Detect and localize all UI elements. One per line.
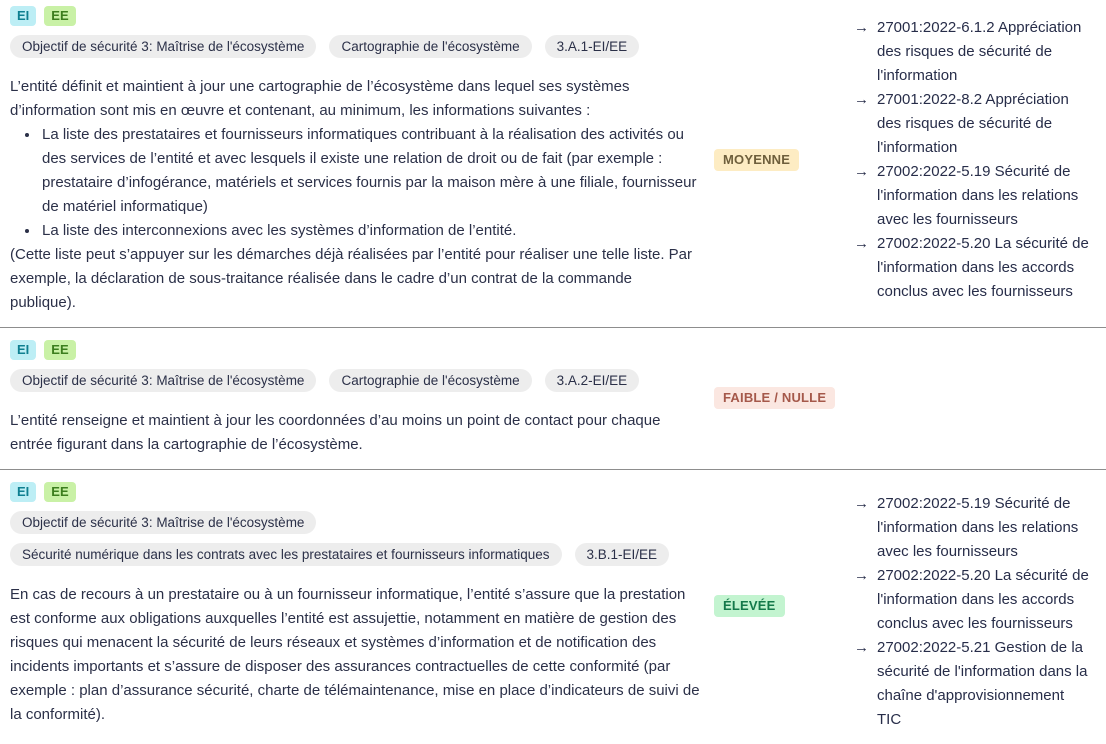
requirement-text — [10, 75, 702, 315]
requirement-row — [0, 0, 1106, 327]
requirement-text — [10, 409, 702, 457]
severity-column — [702, 4, 854, 315]
arrow-right-icon: → — [854, 639, 869, 656]
reference-item — [854, 16, 1092, 88]
tag-row — [10, 35, 702, 58]
reference-item — [854, 492, 1092, 564]
arrow-right-icon: → — [854, 495, 869, 512]
tag-category: Sécurité numérique dans les contrats avec les prestataires et fournisseurs informatiques — [10, 543, 562, 566]
arrow-right-icon: → — [854, 163, 869, 180]
tag-security-objective: Objectif de sécurité 3: Maîtrise de l'écosystème — [10, 511, 316, 534]
reference-label: 27002:2022-5.20 La sécurité de l'information dans les accords conclus avec les fournisseurs — [877, 235, 1089, 300]
tag-category: Cartographie de l'écosystème — [329, 35, 531, 58]
tag-row — [10, 511, 702, 534]
scope-badge-ee: EE — [44, 340, 75, 360]
requirement-row — [0, 469, 1106, 744]
severity-column — [702, 338, 854, 457]
tag-security-objective: Objectif de sécurité 3: Maîtrise de l'écosystème — [10, 35, 316, 58]
tag-category: Cartographie de l'écosystème — [329, 369, 531, 392]
scope-badge-ei: EI — [10, 482, 36, 502]
scope-badges — [10, 482, 702, 502]
tag-row — [10, 369, 702, 392]
references-column — [854, 480, 1096, 732]
reference-item — [854, 160, 1092, 232]
references-column — [854, 338, 1096, 457]
scope-badge-ei: EI — [10, 6, 36, 26]
reference-label: 27001:2022-6.1.2 Appréciation des risques de sécurité de l'information — [877, 19, 1082, 84]
tag-measure-id: 3.A.2-EI/EE — [545, 369, 640, 392]
requirement-text — [10, 583, 702, 727]
reference-item — [854, 232, 1092, 304]
tag-row — [10, 543, 702, 566]
reference-label: 27002:2022-5.19 Sécurité de l'information dans les relations avec les fournisseurs — [877, 495, 1079, 560]
arrow-right-icon: → — [854, 19, 869, 36]
bullet-item: • La liste des interconnexions avec les systèmes d’information de l’entité. — [40, 219, 702, 243]
tag-measure-id: 3.A.1-EI/EE — [545, 35, 640, 58]
bullet-list — [10, 123, 702, 243]
requirement-details — [10, 338, 702, 457]
scope-badges — [10, 340, 702, 360]
requirement-details — [10, 480, 702, 732]
tag-security-objective: Objectif de sécurité 3: Maîtrise de l'écosystème — [10, 369, 316, 392]
reference-label: 27002:2022-5.19 Sécurité de l'information dans les relations avec les fournisseurs — [877, 163, 1079, 228]
requirement-paragraph: En cas de recours à un prestataire ou à un fournisseur informatique, l’entité s’assure que la prestation est conforme aux obligations auxquelles l’entité est assujettie, notamment en matière de gestion des risques qui menacent la sécurité de leurs réseaux et systèmes d’information et de notification des incidents importants et s’assure de disposer des assurances contractuelles de cette conformité (par exemple : plan d’assurance sécurité, charte de télémaintenance, mise en place d’indicateurs de suivi de la conformité). — [10, 586, 700, 723]
arrow-right-icon: → — [854, 567, 869, 584]
requirement-row — [0, 327, 1106, 469]
requirement-paragraph: L’entité renseigne et maintient à jour les coordonnées d’au moins un point de contact pour chaque entrée figurant dans la cartographie de l’écosystème. — [10, 412, 661, 453]
reference-item — [854, 636, 1092, 732]
reference-item — [854, 88, 1092, 160]
tag-measure-id: 3.B.1-EI/EE — [575, 543, 670, 566]
arrow-right-icon: → — [854, 91, 869, 108]
severity-badge: ÉLEVÉE — [714, 595, 785, 617]
requirement-note: (Cette liste peut s’appuyer sur les démarches déjà réalisées par l’entité pour réaliser une telle liste. Par exemple, la déclaration de sous-traitance réalisée dans le cadre d’un contrat de la commande publique). — [10, 246, 693, 311]
scope-badge-ee: EE — [44, 482, 75, 502]
requirement-details — [10, 4, 702, 315]
requirement-intro: L’entité définit et maintient à jour une cartographie de l’écosystème dans lequel ses systèmes d’information sont mis en œuvre et contenant, au minimum, les informations suivantes : — [10, 78, 630, 119]
bullet-item: • La liste des prestataires et fournisseurs informatiques contribuant à la réalisation des activités ou des services de l’entité et avec lesquels il existe une relation de droit ou de fait (par exemple : prestataire d’infogérance, matériels et services fournis par la maison mère à une filiale, fournisseur de matériel informatique) — [40, 123, 702, 219]
severity-badge: FAIBLE / NULLE — [714, 387, 835, 409]
severity-badge: MOYENNE — [714, 149, 799, 171]
scope-badge-ee: EE — [44, 6, 75, 26]
references-column — [854, 4, 1096, 315]
scope-badge-ei: EI — [10, 340, 36, 360]
reference-label: 27001:2022-8.2 Appréciation des risques de sécurité de l'information — [877, 91, 1069, 156]
severity-column — [702, 480, 854, 732]
reference-item — [854, 564, 1092, 636]
arrow-right-icon: → — [854, 235, 869, 252]
scope-badges — [10, 6, 702, 26]
reference-label: 27002:2022-5.21 Gestion de la sécurité de l'information dans la chaîne d'approvisionnement TIC — [877, 639, 1088, 728]
reference-label: 27002:2022-5.20 La sécurité de l'information dans les accords conclus avec les fournisseurs — [877, 567, 1089, 632]
